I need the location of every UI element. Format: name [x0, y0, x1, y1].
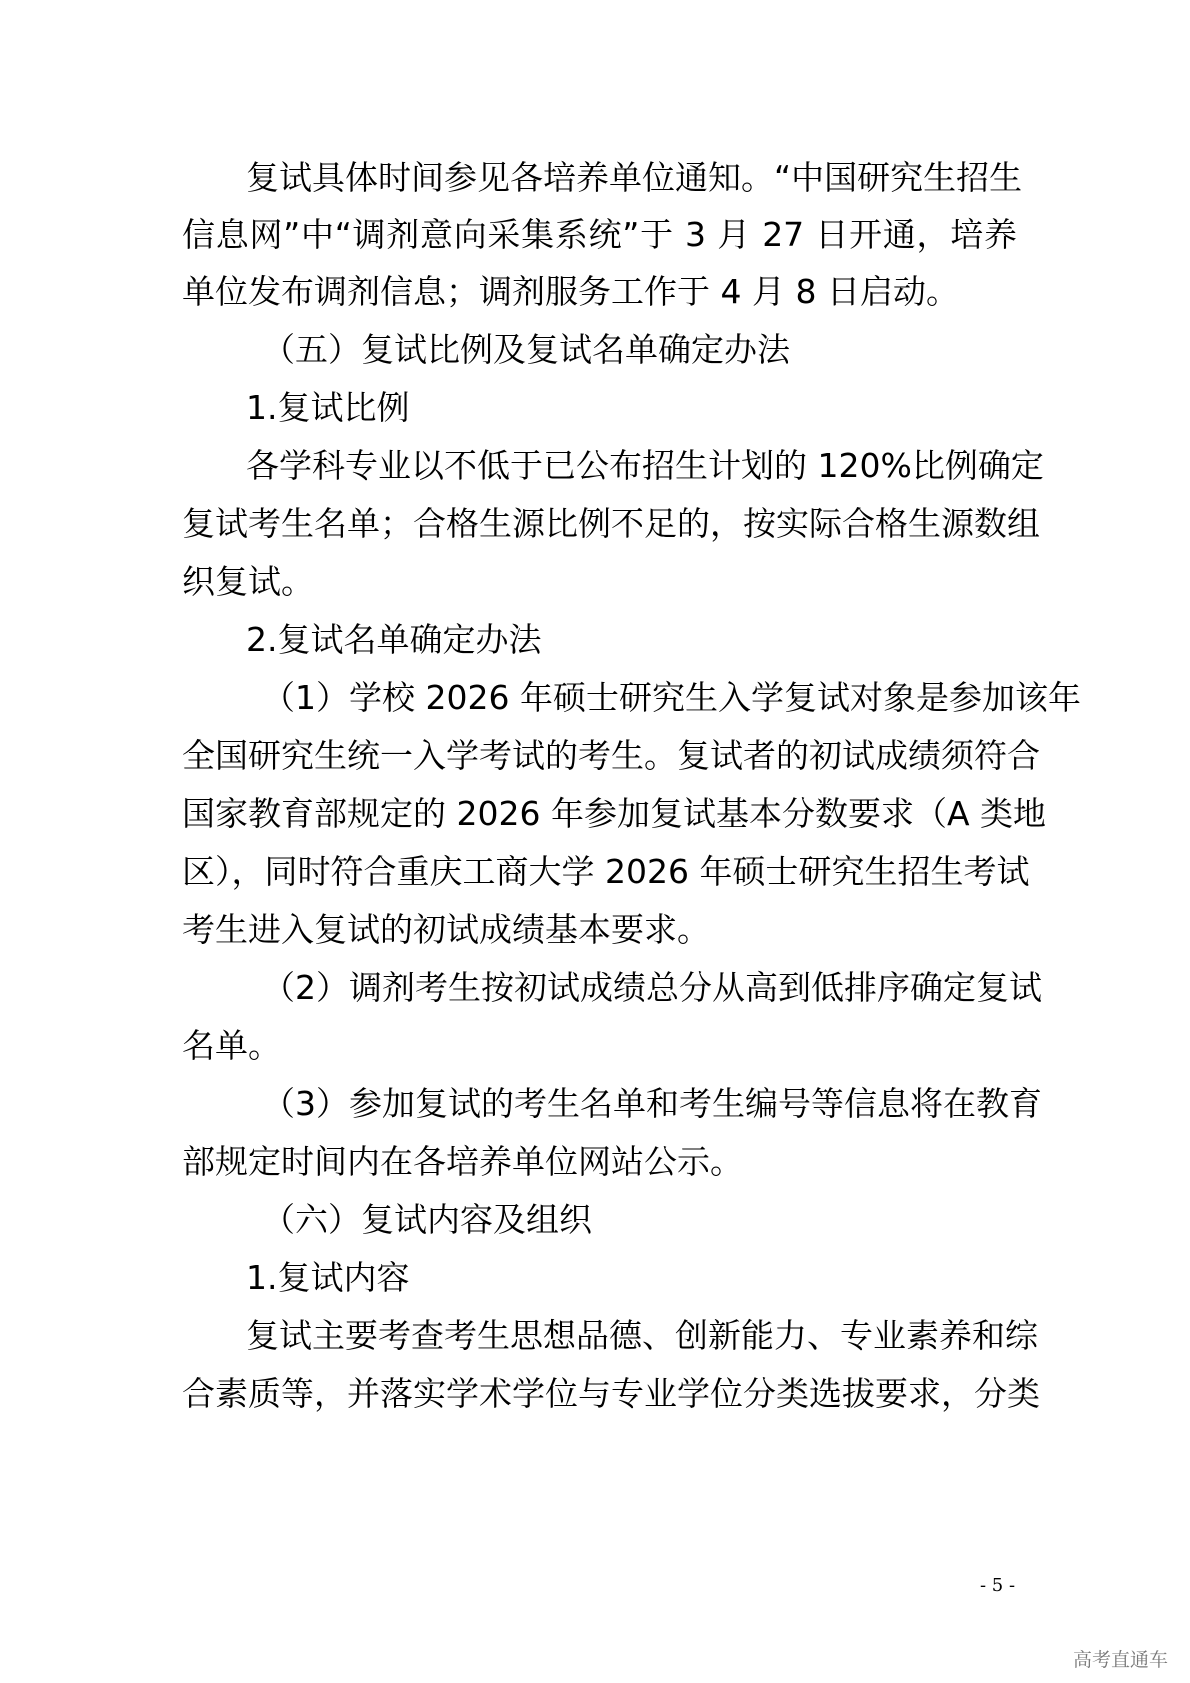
paragraph-line: 名单。: [182, 1026, 281, 1065]
subsection-heading: 1.复试内容: [246, 1258, 410, 1297]
paragraph-line: 考生进入复试的初试成绩基本要求。: [182, 910, 710, 949]
paragraph-line: （2）调剂考生按初试成绩总分从高到低排序确定复试: [262, 968, 1042, 1007]
paragraph-line: 复试主要考查考生思想品德、创新能力、专业素养和综: [246, 1316, 1038, 1355]
paragraph-line: 合素质等，并落实学术学位与专业学位分类选拔要求，分类: [182, 1374, 1040, 1413]
paragraph-line: 部规定时间内在各培养单位网站公示。: [182, 1142, 743, 1181]
section-heading: （五）复试比例及复试名单确定办法: [262, 330, 790, 369]
subsection-heading: 2.复试名单确定办法: [246, 620, 542, 659]
section-heading: （六）复试内容及组织: [262, 1200, 592, 1239]
page-number: - 5 -: [980, 1575, 1016, 1596]
paragraph-line: 区），同时符合重庆工商大学 2026 年硕士研究生招生考试: [182, 852, 1030, 891]
paragraph-line: （3）参加复试的考生名单和考生编号等信息将在教育: [262, 1084, 1042, 1123]
watermark: 高考直通车: [1072, 1649, 1168, 1671]
paragraph-line: 单位发布调剂信息；调剂服务工作于 4 月 8 日启动。: [182, 272, 959, 311]
paragraph-line: 国家教育部规定的 2026 年参加复试基本分数要求（A 类地: [182, 794, 1047, 833]
paragraph-line: 复试具体时间参见各培养单位通知。“中国研究生招生: [246, 158, 1023, 197]
subsection-heading: 1.复试比例: [246, 388, 410, 427]
paragraph-line: （1）学校 2026 年硕士研究生入学复试对象是参加该年: [262, 678, 1081, 717]
paragraph-line: 各学科专业以不低于已公布招生计划的 120%比例确定: [246, 446, 1044, 485]
paragraph-line: 全国研究生统一入学考试的考生。复试者的初试成绩须符合: [182, 736, 1040, 775]
paragraph-line: 复试考生名单；合格生源比例不足的，按实际合格生源数组: [182, 504, 1040, 543]
paragraph-line: 织复试。: [182, 562, 314, 601]
paragraph-line: 信息网”中“调剂意向采集系统”于 3 月 27 日开通，培养: [182, 215, 1017, 254]
